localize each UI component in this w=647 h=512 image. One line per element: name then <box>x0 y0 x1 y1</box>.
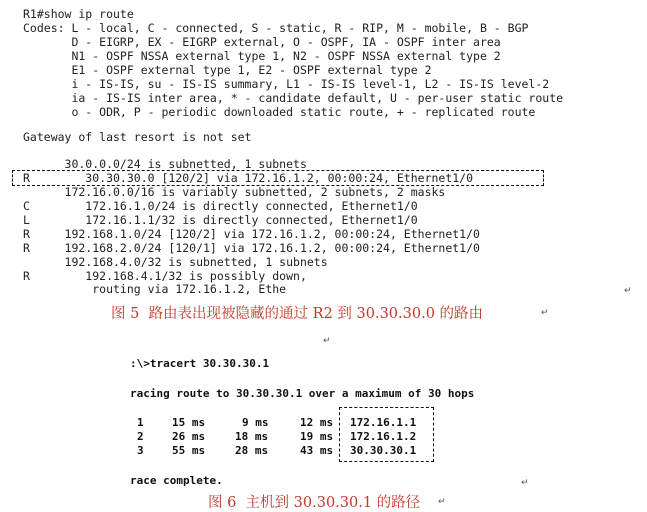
hop-number: 3 <box>137 444 144 457</box>
console-line: 30.0.0.0/24 is subnetted, 1 subnets <box>23 157 307 171</box>
hidden-route-highlight-box <box>12 170 544 186</box>
console-line: i - IS-IS, su - IS-IS summary, L1 - IS-IS level-1, L2 - IS-IS level-2 <box>23 77 550 91</box>
hop-time-2: 18 ms <box>235 430 269 443</box>
console-line: R 192.168.2.0/24 [120/1] via 172.16.1.2, 00:00:24, Ethernet1/0 <box>23 241 480 255</box>
tracert-header: racing route to 30.30.30.1 over a maximum of 30 hops <box>130 387 475 400</box>
console-line: R 192.168.1.0/24 [120/2] via 172.16.1.2, 00:00:24, Ethernet1/0 <box>23 227 480 241</box>
console-line: ia - IS-IS inter area, * - candidate default, U - per-user static route <box>23 91 564 105</box>
hop-time-3: 12 ms <box>300 416 334 429</box>
paragraph-mark-icon: ↵ <box>521 478 529 488</box>
console-line: D - EIGRP, EX - EIGRP external, O - OSPF, IA - OSPF inter area <box>23 35 501 49</box>
console-line: C 172.16.1.0/24 is directly connected, Ethernet1/0 <box>23 199 418 213</box>
console-line: E1 - OSPF external type 1, E2 - OSPF external type 2 <box>23 63 432 77</box>
console-line-highlight: R 30.30.30.0 [120/2] via 172.16.1.2, 00:00:24, Ethernet1/0 <box>23 171 474 185</box>
tracert-command: :\>tracert 30.30.30.1 <box>130 357 270 370</box>
console-line: Gateway of last resort is not set <box>23 130 252 144</box>
console-line: routing via 172.16.1.2, Ethe <box>23 282 287 296</box>
console-line: N1 - OSPF NSSA external type 1, N2 - OSPF NSSA external type 2 <box>23 49 501 63</box>
tracert-footer: race complete. <box>130 474 223 487</box>
paragraph-mark-icon: ↵ <box>624 286 632 296</box>
console-line: 172.16.0.0/16 is variably subnetted, 2 subnets, 2 masks <box>23 185 446 199</box>
hop-time-3: 43 ms <box>300 444 334 457</box>
paragraph-mark-icon: ↵ <box>323 336 331 346</box>
console-line: o - ODR, P - periodic downloaded static route, + - replicated route <box>23 105 536 119</box>
figure-caption-6: 图 6 主机到 30.30.30.1 的路径 <box>208 495 421 511</box>
console-line: R 192.168.4.1/32 is possibly down, <box>23 269 307 283</box>
hop-address: 172.16.1.1 <box>350 416 417 429</box>
hop-time-2: 28 ms <box>235 444 269 457</box>
paragraph-mark-icon: ↵ <box>438 497 446 507</box>
hop-time-1: 26 ms <box>172 430 206 443</box>
hop-time-1: 15 ms <box>172 416 206 429</box>
hop-time-3: 19 ms <box>300 430 334 443</box>
paragraph-mark-icon: ↵ <box>541 308 549 318</box>
hop-number: 1 <box>137 416 144 429</box>
hop-time-1: 55 ms <box>172 444 206 457</box>
hop-number: 2 <box>137 430 144 443</box>
hop-address: 172.16.1.2 <box>350 430 417 443</box>
console-line: Codes: L - local, C - connected, S - static, R - RIP, M - mobile, B - BGP <box>23 21 529 35</box>
console-line: R1#show ip route <box>23 7 134 21</box>
hop-address-highlight-box <box>339 407 434 462</box>
console-line: 192.168.4.0/32 is subnetted, 1 subnets <box>23 255 328 269</box>
console-line: L 172.16.1.1/32 is directly connected, Ethernet1/0 <box>23 213 418 227</box>
hop-address: 30.30.30.1 <box>350 444 417 457</box>
hop-time-2: 9 ms <box>242 416 269 429</box>
figure-caption-5: 图 5 路由表出现被隐藏的通过 R2 到 30.30.30.0 的路由 <box>111 306 484 322</box>
